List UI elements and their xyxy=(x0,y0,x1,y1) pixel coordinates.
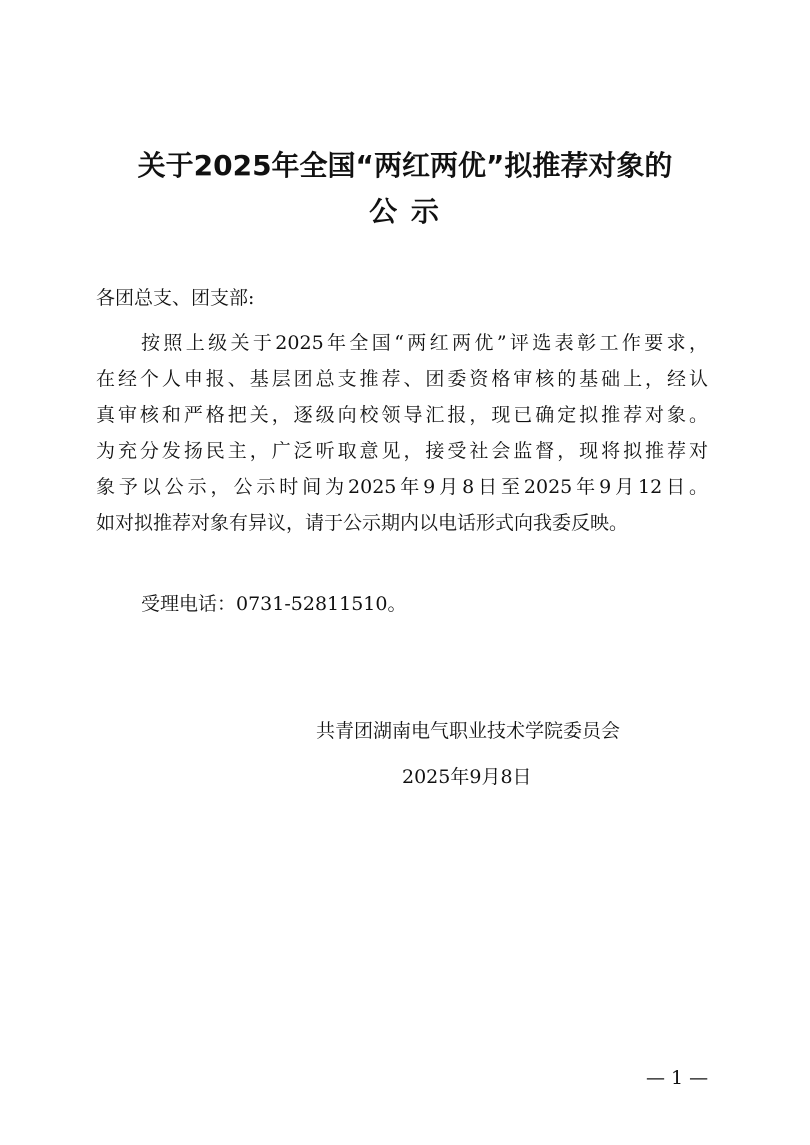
body-line: 在经个人申报、基层团总支推荐、团委资格审核的基础上，经认 xyxy=(96,368,708,390)
body-line: 象予以公示，公示时间为2025年9月8日至2025年9月12日。 xyxy=(96,476,708,498)
contact-phone: 受理电话：0731-52811510。 xyxy=(141,593,407,615)
issuing-organization: 共青团湖南电气职业技术学院委员会 xyxy=(316,720,621,742)
body-line: 如对拟推荐对象有异议，请于公示期内以电话形式向我委反映。 xyxy=(96,512,629,534)
issue-date: 2025年9月8日 xyxy=(402,766,532,788)
document-title-subtitle: 公 示 xyxy=(369,195,441,228)
salutation: 各团总支、团支部: xyxy=(96,287,255,309)
document-title: 关于2025年全国“两红两优”拟推荐对象的 xyxy=(137,149,673,182)
body-line: 真审核和严格把关，逐级向校领导汇报，现已确定拟推荐对象。 xyxy=(96,404,708,426)
body-paragraph xyxy=(96,325,708,541)
page-number: — 1 — xyxy=(646,1067,709,1089)
body-line: 为充分发扬民主，广泛听取意见，接受社会监督，现将拟推荐对 xyxy=(96,440,708,462)
body-line: 按照上级关于2025年全国“两红两优”评选表彰工作要求， xyxy=(141,332,708,354)
